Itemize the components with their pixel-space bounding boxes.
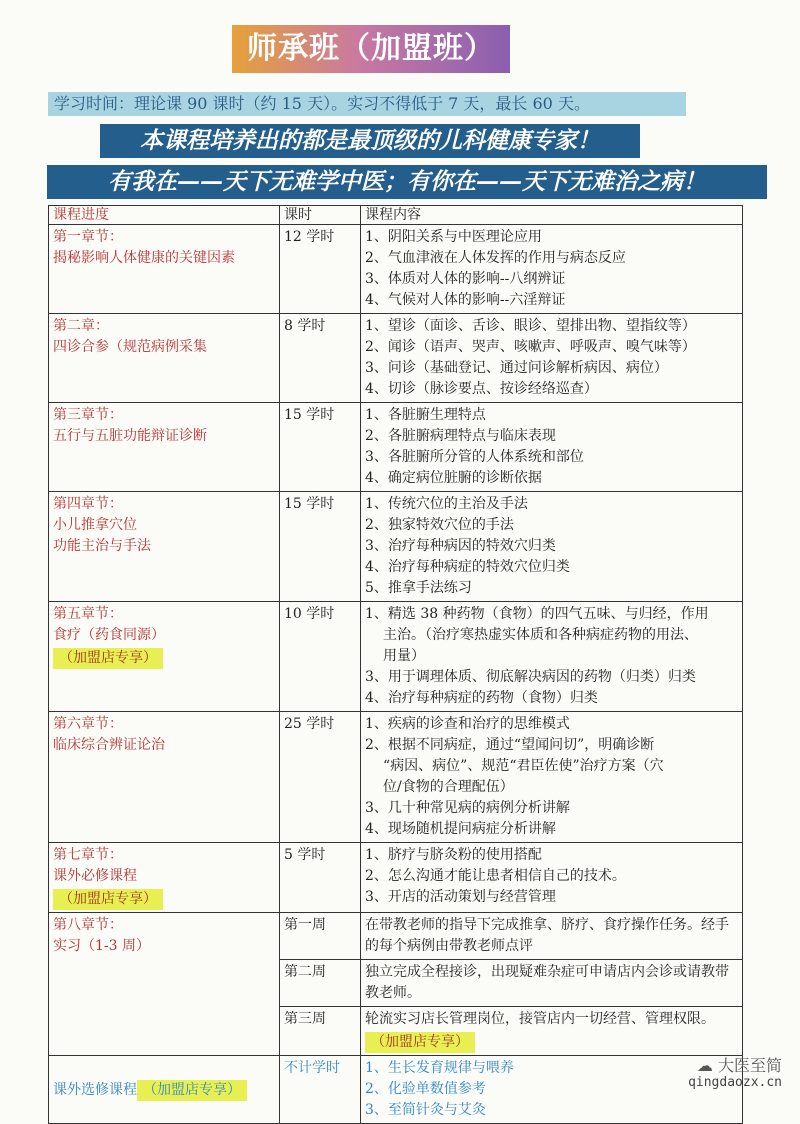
content-item: 1、传统穴位的主治及手法 bbox=[365, 496, 528, 512]
week-content-cell: 在带教老师的指导下完成推拿、脐疗、食疗操作任务。经手的每个病例由带教老师点评 bbox=[361, 913, 743, 960]
watermark-brand-text: 大医至简 bbox=[717, 1056, 782, 1075]
slogan-banner-1: 本课程培养出的都是最顶级的儿科健康专家！ bbox=[100, 124, 640, 158]
content-item: 1、生长发育规律与喂养 bbox=[365, 1060, 514, 1076]
content-item: 4、切诊（脉诊要点、按诊经络巡查） bbox=[365, 381, 598, 397]
content-item: 3、体质对人体的影响--八纲辨证 bbox=[365, 271, 566, 287]
chapter-name: 四诊合参（规范病例采集 bbox=[53, 339, 207, 355]
wechat-icon: ☁ bbox=[696, 1056, 713, 1075]
chapter-name: 临床综合辨证论治 bbox=[53, 737, 165, 753]
content-item: 5、推拿手法练习 bbox=[365, 580, 472, 596]
chapter-name: 实习（1-3 周） bbox=[53, 938, 150, 954]
chapter-name: 小儿推拿穴位 bbox=[53, 517, 137, 533]
content-item: 3、各脏腑所分管的人体系统和部位 bbox=[365, 449, 584, 465]
table-header-row bbox=[49, 206, 743, 225]
watermark-brand bbox=[697, 1053, 782, 1076]
chapter-name-line2: 功能主治与手法 bbox=[53, 538, 151, 554]
content-item: 4、现场随机提问病症分析讲解 bbox=[365, 821, 556, 837]
chapter-cell bbox=[49, 602, 280, 712]
content-item: 2、怎么沟通才能让患者相信自己的技术。 bbox=[365, 868, 626, 884]
content-item: 1、阴阳关系与中医理论应用 bbox=[365, 229, 542, 245]
chapter-title: 第五章节： bbox=[53, 606, 123, 622]
content-item: 3、用于调理体质、彻底解决病因的药物（归类）归类 bbox=[365, 669, 696, 685]
content-item: 主治。（治疗寒热虚实体质和各种病症药物的用法、 bbox=[383, 627, 698, 643]
content-item: 2、根据不同病症，通过“望闻问切”，明确诊断 bbox=[365, 737, 655, 753]
course-table bbox=[48, 205, 743, 1124]
week-content-cell bbox=[361, 1007, 743, 1056]
week-content-text: 轮流实习店长管理岗位，接管店内一切经营、管理权限。 bbox=[365, 1011, 715, 1027]
content-item: 1、脐疗与脐灸粉的使用搭配 bbox=[365, 847, 542, 863]
table-row bbox=[49, 843, 743, 913]
slogan-banner-2: 有我在——天下无难学中医；有你在——天下无难治之病！ bbox=[47, 165, 767, 199]
chapter-cell bbox=[49, 225, 280, 314]
content-item: 2、独家特效穴位的手法 bbox=[365, 517, 514, 533]
content-item: 3、问诊（基础登记、通过问诊解析病因、病位） bbox=[365, 360, 668, 376]
content-item: 3、开店的活动策划与经营管理 bbox=[365, 889, 556, 905]
chapter-title: 第七章节： bbox=[53, 847, 123, 863]
content-cell bbox=[361, 225, 743, 314]
content-item: 用量） bbox=[383, 648, 425, 664]
week-content-cell: 独立完成全程接诊，出现疑难杂症可申请店内会诊或请教带教老师。 bbox=[361, 960, 743, 1007]
content-item: 4、确定病位脏腑的诊断依据 bbox=[365, 470, 542, 486]
week-cell: 第二周 bbox=[280, 960, 361, 1007]
content-cell bbox=[361, 403, 743, 492]
content-item: 1、疾病的诊查和治疗的思维模式 bbox=[365, 716, 570, 732]
chapter-name: 食疗（药食同源） bbox=[53, 627, 165, 643]
content-item: “病因、病位”、规范“君臣佐使”治疗方案（穴 bbox=[383, 758, 664, 774]
hours-cell: 不计学时 bbox=[280, 1056, 361, 1124]
chapter-title: 第三章节： bbox=[53, 407, 123, 423]
hours-cell: 15 学时 bbox=[280, 403, 361, 492]
page-title: 师承班（加盟班） bbox=[232, 25, 510, 73]
study-time-note: 学习时间：理论课 90 课时（约 15 天）。实习不得低于 7 天，最长 60 天。 bbox=[48, 92, 686, 116]
content-item: 3、至简针灸与艾灸 bbox=[365, 1102, 486, 1118]
content-cell bbox=[361, 602, 743, 712]
content-item: 2、气血津液在人体发挥的作用与病态反应 bbox=[365, 250, 626, 266]
chapter-name: 揭秘影响人体健康的关键因素 bbox=[53, 250, 235, 266]
hours-cell: 5 学时 bbox=[280, 843, 361, 913]
chapter-title: 第八章节： bbox=[53, 917, 123, 933]
franchise-only-tag: （加盟店专享） bbox=[53, 648, 163, 669]
chapter-title: 第一章节： bbox=[53, 229, 123, 245]
content-cell bbox=[361, 843, 743, 913]
chapter-cell bbox=[49, 492, 280, 602]
chapter-cell bbox=[49, 712, 280, 843]
table-row bbox=[49, 225, 743, 314]
elective-cell bbox=[49, 1056, 280, 1124]
content-cell bbox=[361, 1056, 743, 1124]
week-cell: 第一周 bbox=[280, 913, 361, 960]
chapter-name: 课外必修课程 bbox=[53, 868, 137, 884]
content-item: 2、各脏腑病理特点与临床表现 bbox=[365, 428, 556, 444]
header-hours: 课时 bbox=[280, 206, 361, 225]
header-content: 课程内容 bbox=[361, 206, 743, 225]
elective-name: 课外选修课程 bbox=[53, 1082, 137, 1098]
content-cell bbox=[361, 492, 743, 602]
franchise-only-tag: （加盟店专享） bbox=[365, 1032, 475, 1053]
chapter-title: 第四章节： bbox=[53, 496, 123, 512]
table-row bbox=[49, 913, 743, 960]
table-row bbox=[49, 314, 743, 403]
hours-cell: 10 学时 bbox=[280, 602, 361, 712]
week-cell: 第三周 bbox=[280, 1007, 361, 1056]
table-row bbox=[49, 602, 743, 712]
chapter-cell bbox=[49, 314, 280, 403]
table-row bbox=[49, 492, 743, 602]
chapter-cell bbox=[49, 403, 280, 492]
content-item: 1、望诊（面诊、舌诊、眼诊、望排出物、望指纹等） bbox=[365, 318, 696, 334]
table-row bbox=[49, 403, 743, 492]
content-cell bbox=[361, 314, 743, 403]
hours-cell: 12 学时 bbox=[280, 225, 361, 314]
chapter-title: 第六章节： bbox=[53, 716, 123, 732]
content-item: 3、治疗每种病因的特效穴归类 bbox=[365, 538, 556, 554]
franchise-only-tag: （加盟店专享） bbox=[53, 889, 163, 910]
chapter-name: 五行与五脏功能辩证诊断 bbox=[53, 428, 207, 444]
hours-cell: 15 学时 bbox=[280, 492, 361, 602]
content-item: 1、各脏腑生理特点 bbox=[365, 407, 486, 423]
content-item: 4、治疗每种病症的特效穴位归类 bbox=[365, 559, 570, 575]
chapter-cell bbox=[49, 843, 280, 913]
content-item: 4、治疗每种病症的药物（食物）归类 bbox=[365, 690, 598, 706]
chapter-cell bbox=[49, 913, 280, 1056]
chapter-title: 第二章： bbox=[53, 318, 109, 334]
content-item: 3、几十种常见病的病例分析讲解 bbox=[365, 800, 570, 816]
header-progress: 课程进度 bbox=[49, 206, 280, 225]
table-row bbox=[49, 712, 743, 843]
watermark-url: qingdaozx.cn bbox=[688, 1075, 782, 1090]
content-item: 4、气候对人体的影响--六淫辩证 bbox=[365, 292, 566, 308]
franchise-only-tag: （加盟店专享） bbox=[137, 1080, 247, 1101]
content-item: 1、精选 38 种药物（食物）的四气五味、与归经，作用 bbox=[365, 606, 709, 622]
hours-cell: 8 学时 bbox=[280, 314, 361, 403]
content-item: 2、闻诊（语声、哭声、咳嗽声、呼吸声、嗅气味等） bbox=[365, 339, 696, 355]
content-cell bbox=[361, 712, 743, 843]
content-item: 位/食物的合理配伍） bbox=[383, 779, 514, 795]
hours-cell: 25 学时 bbox=[280, 712, 361, 843]
content-item: 2、化验单数值参考 bbox=[365, 1081, 486, 1097]
table-row bbox=[49, 1056, 743, 1124]
